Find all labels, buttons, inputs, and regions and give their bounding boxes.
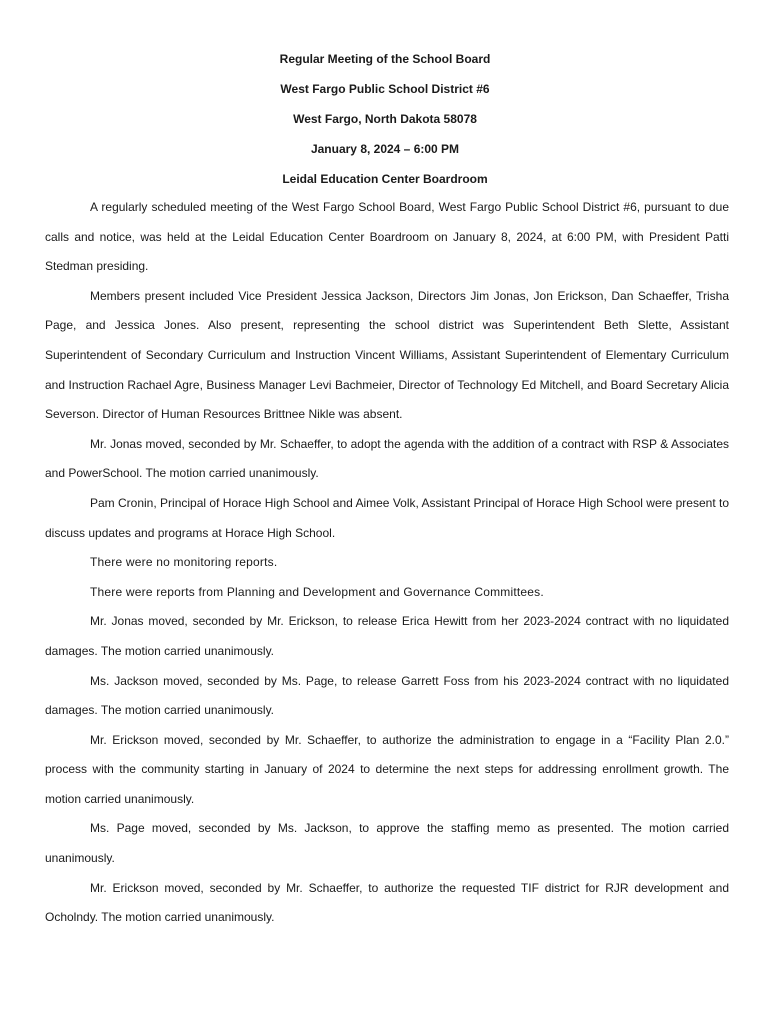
paragraph-monitoring-reports: There were no monitoring reports. bbox=[90, 555, 278, 570]
meeting-date: January 8, 2024 – 6:00 PM bbox=[310, 142, 460, 156]
meeting-venue: Leidal Education Center Boardroom bbox=[282, 172, 488, 186]
paragraph-agenda-motion: Mr. Jonas moved, seconded by Mr. Schaeffer, to adopt the agenda with the addition of a contract with RSP & Associates and PowerSchool. The motion carried unanimously. bbox=[45, 436, 729, 481]
paragraph-attendance: Members present included Vice President Jessica Jackson, Directors Jim Jonas, Jon Erickson, Dan Schaeffer, Trisha Page, and Jessica Jones. Also present, representing the school district was Superintendent Beth Slette, Assistant Superintendent of Secondary Curriculum and Instruction Vincent Williams, Assistant Superintendent of Elementary Curriculum and Instruction Rachael Agre, Business Manager Levi Bachmeier, Director of Technology Ed Mitchell, and Board Secretary Alicia Severson. Director of Human Resources Brittnee Nikle was absent. bbox=[45, 288, 729, 422]
paragraph-horace-update: Pam Cronin, Principal of Horace High School and Aimee Volk, Assistant Principal of Horace High School were present to discuss updates and programs at Horace High School. bbox=[45, 495, 729, 540]
paragraph-hewitt-release: Mr. Jonas moved, seconded by Mr. Erickson, to release Erica Hewitt from her 2023-2024 contract with no liquidated damages. The motion carried unanimously. bbox=[45, 614, 729, 658]
paragraph-tif-district: Mr. Erickson moved, seconded by Mr. Schaeffer, to authorize the requested TIF district for RJR development and Ocholndy. The motion carried unanimously. bbox=[45, 880, 729, 925]
document-header bbox=[0, 44, 770, 194]
paragraph-staffing-memo: Ms. Page moved, seconded by Ms. Jackson, to approve the staffing memo as presented. The motion carried unanimously. bbox=[45, 821, 729, 866]
district-location: West Fargo, North Dakota 58078 bbox=[293, 112, 477, 126]
paragraph-committee-reports: There were reports from Planning and Development and Governance Committees. bbox=[90, 584, 544, 599]
paragraph-facility-plan: Mr. Erickson moved, seconded by Mr. Schaeffer, to authorize the administration to engage in a “Facility Plan 2.0.” process with the community starting in January of 2024 to determine the next steps for addressing enrollment growth. The motion carried unanimously. bbox=[45, 732, 729, 806]
paragraph-meeting-call: A regularly scheduled meeting of the West Fargo School Board, West Fargo Public School District #6, pursuant to due calls and notice, was held at the Leidal Education Center Boardroom on January 8, 2024, at 6:00 PM, with President Patti Stedman presiding. bbox=[45, 200, 729, 274]
minutes-body bbox=[45, 193, 729, 933]
meeting-title: Regular Meeting of the School Board bbox=[279, 52, 491, 66]
paragraph-foss-release: Ms. Jackson moved, seconded by Ms. Page, to release Garrett Foss from his 2023-2024 contract with no liquidated damages. The motion carried unanimously. bbox=[45, 673, 729, 718]
district-name: West Fargo Public School District #6 bbox=[280, 82, 490, 96]
